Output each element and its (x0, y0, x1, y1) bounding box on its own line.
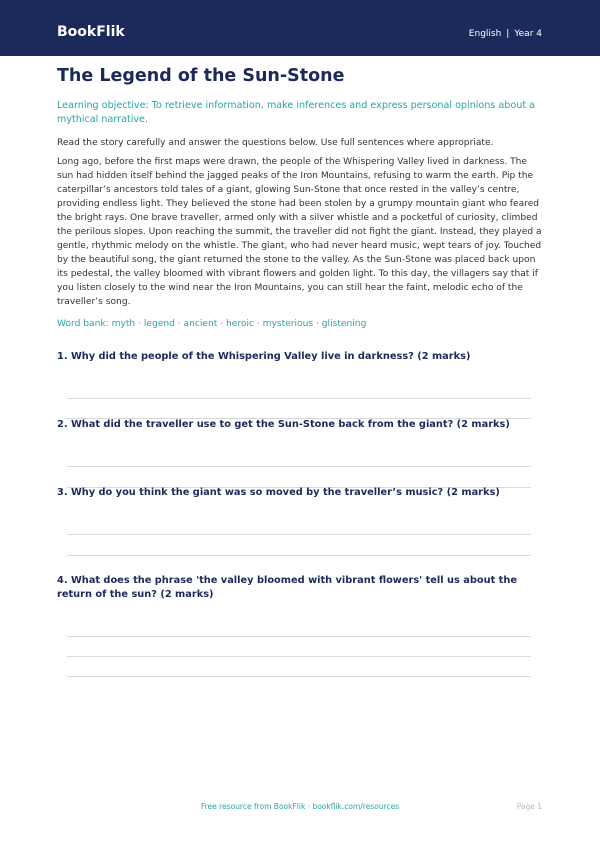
story-passage: Long ago, before the first maps were drawn, the people of the Whispering Valley lived in darkness. The sun had hidden itself behind the jagged peaks of the Iron Mountains, refusing to warm the earth. Pip the caterpillar’s ancestors told tales of a giant, glowing Sun-Stone that once rested in the valley’s centre, providing endless light. They believed the stone had been stolen by a grumpy mountain giant who feared the bright rays. One brave traveller, armed only with a silver whistle and a pocketful of curiosity, climbed the perilous slopes. Upon reaching the summit, the traveller did not fight the giant. Instead, they played a gentle, rhythmic melody on the whistle. The giant, who had never heard music, wept tears of joy. Touched by the beautiful song, the giant returned the stone to the valley. As the Sun-Stone was placed back upon its pedestal, the valley bloomed with vibrant flowers and golden light. To this day, the villagers say that if you listen closely to the wind near the Iron Mountains, you can still hear the faint, melodic echo of the traveller’s song. (57, 157, 542, 307)
page-title: The Legend of the Sun-Stone (57, 66, 345, 86)
year-level: Year 4 (514, 29, 542, 39)
word-bank: Word bank: myth · legend · ancient · heroic · mysterious · glistening (57, 319, 367, 329)
answer-line[interactable] (67, 398, 531, 399)
answer-line[interactable] (67, 466, 531, 467)
answer-line[interactable] (67, 676, 531, 677)
answer-line[interactable] (67, 636, 531, 637)
answer-line[interactable] (67, 555, 531, 556)
question-2: 2. What did the traveller use to get the Sun-Stone back from the giant? (2 marks) (57, 419, 510, 430)
answer-line[interactable] (67, 534, 531, 535)
question-1: 1. Why did the people of the Whispering Valley live in darkness? (2 marks) (57, 351, 471, 362)
header-bar (0, 0, 600, 56)
instructions-text: Read the story carefully and answer the questions below. Use full sentences where appropriate. (57, 138, 494, 148)
footer-resource-link[interactable]: Free resource from BookFlik · bookflik.com/resources (200, 802, 400, 811)
question-4: 4. What does the phrase 'the valley bloomed with vibrant flowers' tell us about the return of the sun? (2 marks) (57, 575, 517, 600)
question-3: 3. Why do you think the giant was so moved by the traveller’s music? (2 marks) (57, 487, 500, 498)
subject-label (469, 28, 542, 40)
subject-separator: | (506, 29, 510, 39)
learning-objective: Learning objective: To retrieve information, make inferences and express personal opinions about a mythical narrative. (57, 100, 536, 125)
page-number: Page 1 (516, 802, 542, 811)
answer-line[interactable] (67, 656, 531, 657)
subject-name: English (468, 29, 502, 39)
brand-logo[interactable]: BookFlik (57, 24, 125, 40)
